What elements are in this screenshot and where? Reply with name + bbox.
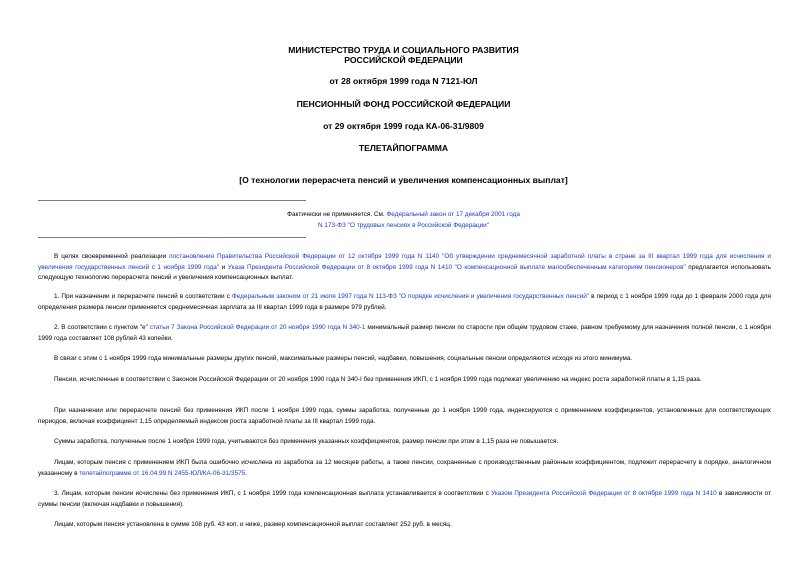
paragraph-item-2-text2: минимальный размер пенсии по старости при общем трудовом стаже, равном требуемому для назначения полной пенсии, с 1 ноября 1999 года составляет 108 рублей 43 копейки. [38,324,771,342]
document-type: ТЕЛЕТАЙПОГРАММА [358,143,449,153]
paragraph-item-1 [38,292,771,313]
paragraph-intro-text3: предлагается использовать следующую технологию перерасчета пенсий и увеличения компенсационных выплат. [38,263,771,281]
paragraph-intro-text1: В целях своевременной реализации [54,253,170,260]
divider-top [38,200,306,201]
paragraph-item-2 [38,323,771,344]
link-government-decree[interactable]: постановления Правительства Российской Федерации от 12 октября 1999 года N 1140 "Об утверждении среднемесячной заработной платы в стране за III квартал 1999 года для исчисления и увеличения государственных пенсий с 1 ноября 1999 года" [38,253,771,271]
link-article-7-law-340[interactable]: статьи 7 Закона Российской Федерации от 20 ноября 1990 года N 340-1 [149,324,366,331]
applicability-note-line1 [0,210,807,220]
applicability-note-line2 [0,221,807,231]
document-subject: [О технологии перерасчета пенсий и увеличения компенсационных выплат] [239,175,568,185]
link-teletypogram[interactable]: телетайпограмме от 16.04.99 N 2455-ЮЛ/КА-06-31/3575 [79,469,246,477]
paragraph-compensation-amount: Лицам, которым пенсия установлена в сумме 108 руб. 43 коп. и ниже, размер компенсационной выплат составляет 252 руб. в месяц. [54,521,452,528]
link-presidential-decree-1410[interactable]: Указом Президента Российской Федерации от 8 октября 1999 года N 1410 [491,490,717,497]
paragraph-item-2-text1: 2. В соответствии с пунктом "е" [54,324,150,331]
paragraph-item-3 [38,489,771,510]
link-presidential-decree[interactable]: Указа Президента Российской Федерации от 8 октября 1999 года N 1410 "О компенсационной выплате малообеспеченным категориям пенсионеров" [227,263,686,271]
fund-date: от 29 октября 1999 года КА-06-31/9809 [323,121,484,131]
note-link-federal-law[interactable]: Федеральный закон от 17 декабря 2001 года [386,211,520,218]
link-federal-law-113[interactable]: Федеральным законом от 21 июля 1997 года N 113-ФЗ "О порядке исчисления и увеличения государственных пенсий" [231,293,590,300]
paragraph-item-1-text2: в период с 1 ноября 1999 года до 1 февраля 2000 года для определения размера пенсии применяется среднемесячная зарплата за III квартал 1999 года в размере 979 рублей. [38,293,771,311]
divider-bottom [38,237,306,238]
fund-title: ПЕНСИОННЫЙ ФОНД РОССИЙСКОЙ ФЕДЕРАЦИИ [296,99,511,109]
paragraph-item-3-text1: 3. Лицам, которым пенсии исчислены без применения ИКП, с 1 ноября 1999 года компенсационная выплата устанавливается в соответствии с [54,490,492,497]
paragraph-item-3-text2: в зависимости от суммы пенсии (включая надбавки и повышения). [38,490,772,508]
note-prefix: Фактически не применяется. См. [287,211,387,218]
paragraph-indexation: При назначении или перерасчете пенсий без применения ИКП после 1 ноября 1999 года, суммы заработка, полученные до 1 ноября 1999 года, индексируются с применением коэффициентов, установленных для соответствующих периодов, включая коэффициент 1,15 определяемый индексом роста заработной платы за III квартал 1999 года. [38,407,771,425]
ministry-title-line1: МИНИСТЕРСТВО ТРУДА И СОЦИАЛЬНОГО РАЗВИТИЯ [288,45,519,55]
paragraph-recalculation [38,458,771,479]
paragraph-recalculation-text1: Лицам, которым пенсия с применением ИКП была ошибочно исчислена из заработка за 12 месяцев работы, а также пенсии, сохраненные с производственным районным коэффициентом, подлежит перерасчету в порядке, аналогичном указанному в [38,459,771,477]
paragraph-earnings-after: Суммы заработка, полученные после 1 ноября 1999 года, учитываются без применения указанных коэффициентов, размер пенсии при этом в 1,15 раза не повышается. [54,438,559,445]
paragraph-intro [38,252,771,284]
paragraph-intro-text2: и [219,263,228,271]
paragraph-minimum-sizes: В связи с этим с 1 ноября 1999 года минимальные размеры других пенсий, максимальные размеры пенсий, надбавки, повышения, социальные пенсии определяются исходя из этого минимума. [54,355,633,362]
paragraph-item-1-text1: 1. При назначении и перерасчете пенсий в соответствии с [54,293,232,300]
paragraph-recalculation-text2: . [245,469,248,477]
note-link-law-title[interactable]: N 173-ФЗ "О трудовых пенсиях в Российской Федерации" [318,222,489,229]
paragraph-pension-increase: Пенсии, исчисленные в соответствии с Законом Российской Федерации от 20 ноября 1990 года N 340-I без применения ИКП, с 1 ноября 1999 года подлежат увеличению на индекс роста заработной платы в 1,15 раза. [54,376,702,383]
ministry-title-line2: РОССИЙСКОЙ ФЕДЕРАЦИИ [344,55,463,65]
ministry-date: от 28 октября 1999 года N 7121-ЮЛ [329,76,478,86]
